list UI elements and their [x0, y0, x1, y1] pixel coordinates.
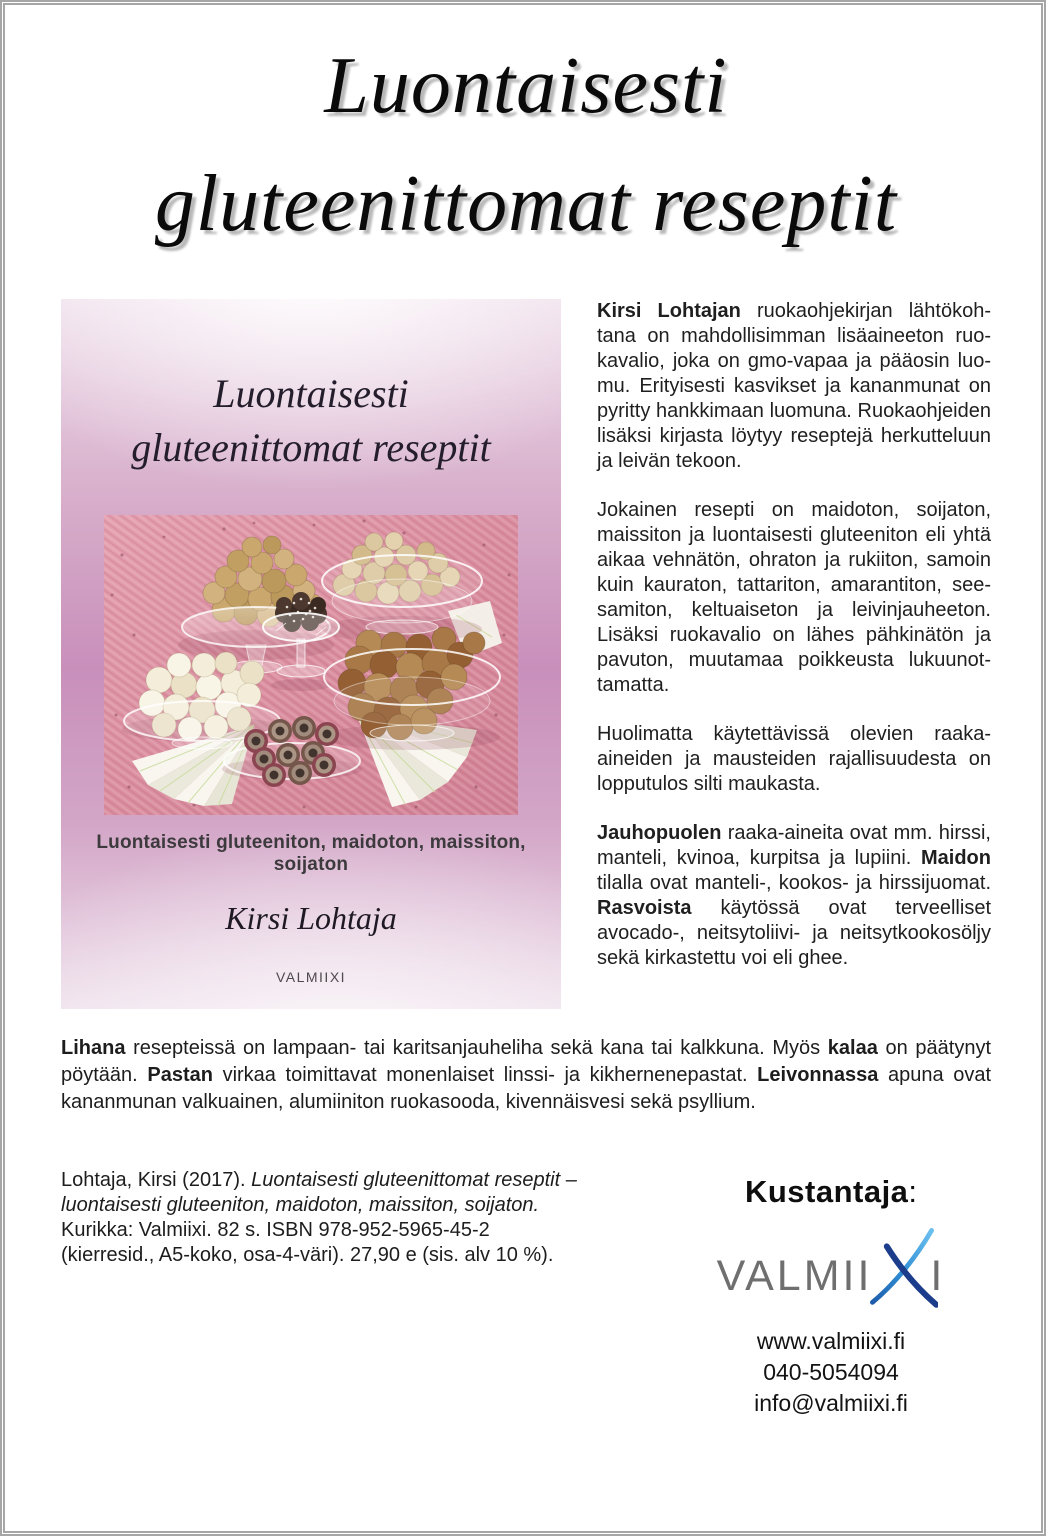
intro-text-column	[597, 299, 991, 1009]
cover-subtitle: Luontaisesti gluteeniton, maidoton, maissiton, soijaton	[96, 832, 526, 875]
about-paragraph-1: Kirsi Lohtajan ruokaohjekirjan lähtökohtana on mahdollisimman lisäaineeton ruokavalio, joka on gmo-vapaa ja pääosin luomu. Erityisesti kasvikset ja kananmunat on pyritty hankkimaan luomuna. Ruokaohjeiden lisäksi kirjasta löytyy reseptejä herkutteluun ja leivän tekoon.	[597, 300, 991, 472]
bold-term: kalaa	[827, 1037, 878, 1059]
logo-text-right: I	[930, 1251, 946, 1300]
publisher-heading: Kustantaja:	[744, 1174, 918, 1209]
publisher-block	[671, 1174, 991, 1419]
bibliographic-citation: Lohtaja, Kirsi (2017). Luontaisesti gluteenittomat reseptit – luontaisesti gluteeniton, maidoton, maissiton, soijaton. Kurikka: Valmiixi. 82 s. ISBN 978-952-5965-45-2 (kierresid., A5-koko, osa-4-väri). 27,90 e (sis. alv 10 %).	[61, 1169, 577, 1266]
page-title	[61, 27, 991, 263]
page-title-line1: Luontaisesti	[324, 42, 728, 130]
cover-title	[61, 299, 561, 475]
citation-book-title: Luontaisesti gluteenittomat reseptit – luontaisesti gluteeniton, maidoton, maissiton, soijaton.	[61, 1169, 577, 1216]
bottom-row	[61, 1168, 991, 1419]
about-paragraph-3: Huolimatta käytettävissä olevien raaka-aineiden ja mausteiden rajallisuudesta on lopputulos silti maukasta.	[597, 723, 991, 795]
publisher-contact	[671, 1326, 991, 1419]
book-cover	[61, 299, 561, 1009]
valmiixi-logo	[671, 1226, 991, 1326]
bold-term: Leivonnassa	[757, 1064, 879, 1086]
cover-title-line2: gluteenittomat reseptit	[131, 425, 491, 470]
page-content	[5, 27, 1041, 1419]
bold-term: Maidon	[921, 847, 991, 869]
page-title-line2: gluteenittomat reseptit	[154, 160, 898, 248]
bold-term: Jauhopuolen	[597, 822, 722, 844]
about-paragraph-5: Lihana resepteissä on lampaan- tai karitsanjauheliha sekä kana tai kalkkuna. Myös kalaa on päätynyt pöytään. Pastan virkaa toimittavat monenlaiset linssi- ja kikhernenepastat. Leivonnassa apuna ovat kananmunan valkuainen, alumiiniton ruokasooda, kivennäisvesi sekä psyllium.	[61, 1037, 992, 1113]
bold-term: Kirsi Lohtajan	[597, 300, 741, 322]
logo-text-left: VALMII	[716, 1251, 873, 1300]
valmiixi-x-icon	[866, 1228, 938, 1316]
website-text: www.valmiixi.fi	[756, 1328, 906, 1354]
bold-term: Rasvoista	[597, 897, 692, 919]
bold-term: Pastan	[147, 1064, 213, 1086]
cover-title-line1: Luontaisesti	[213, 371, 409, 416]
about-paragraph-4: Jauhopuolen raaka-aineita ovat mm. hirssi, manteli, kvinoa, kurpitsa ja lupiini. Maidon tilalla ovat manteli-, kookos- ja hirssijuomat. Rasvoista käytössä ovat terveelliset avocado-, neitsytoliivi- ja neitsytkookosöljy sekä kirkastettu voi eli ghee.	[597, 822, 991, 969]
cover-publisher-name: VALMIIXI	[275, 969, 347, 985]
about-paragraph-2: Jokainen resepti on maidoton, soijaton, maissiton ja luontaisesti gluteeniton eli yhtä aikaa vehnätön, ohraton ja rukiiton, samoin kuin kauraton, tattariton, amarantiton, seesamiton, keltuaiseton ja leivinjauheeton. Lisäksi ruokavalio on lähes pähkinätön ja pavuton, muutamaa poikkeusta lukuunottamatta.	[597, 499, 991, 696]
book-cover-photo	[104, 515, 518, 815]
cover-author: Kirsi Lohtaja	[225, 900, 397, 936]
main-columns	[61, 299, 991, 1009]
email-text: info@valmiixi.fi	[754, 1390, 908, 1416]
bold-term: Lihana	[61, 1037, 126, 1059]
phone-text: 040-5054094	[763, 1359, 899, 1385]
